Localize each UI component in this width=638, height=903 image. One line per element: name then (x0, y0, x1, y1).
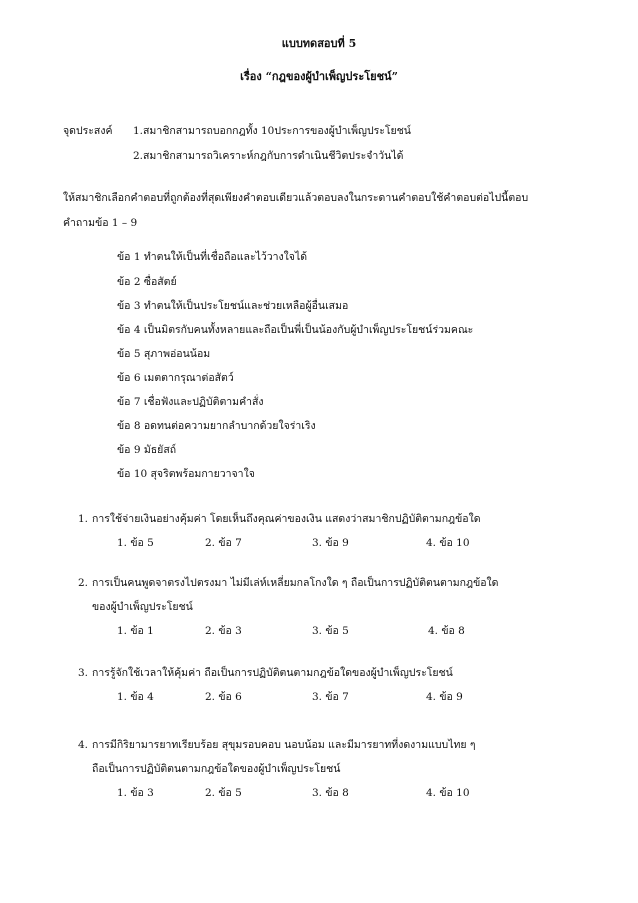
rule-item: ข้อ 10 สุจริตพร้อมกายวาจาใจ (117, 468, 255, 480)
question-text: การรู้จักใช้เวลาให้คุ้มค่า ถือเป็นการปฏิบัติตนตามกฎข้อใดของผู้บำเพ็ญประโยชน์ (92, 667, 453, 679)
choice-1: 1. ข้อ 1 (117, 625, 154, 637)
question-text: การเป็นคนพูดจาตรงไปตรงมา ไม่มีเล่ห์เหลี่ยมกลโกงใด ๆ ถือเป็นการปฏิบัติตนตามกฎข้อใด (92, 577, 499, 589)
question-text: การมีกิริยามารยาทเรียบร้อย สุขุมรอบคอบ นอบน้อม และมีมารยาทที่งดงามแบบไทย ๆ (92, 739, 476, 751)
rule-item: ข้อ 6 เมตตากรุณาต่อสัตว์ (117, 372, 234, 384)
choice-2: 2. ข้อ 3 (205, 625, 242, 637)
choice-4: 4. ข้อ 9 (426, 691, 463, 703)
objectives-label: จุดประสงค์ (63, 125, 113, 137)
question-number: 3. (78, 667, 89, 679)
instructions-line-2: คำถามข้อ 1 – 9 (63, 217, 138, 229)
rule-item: ข้อ 1 ทำตนให้เป็นที่เชื่อถือและไว้วางใจได้ (117, 251, 308, 263)
choice-2: 2. ข้อ 7 (205, 537, 242, 549)
page-title: แบบทดสอบที่ 5 (281, 37, 357, 50)
rule-item: ข้อ 3 ทำตนให้เป็นประโยชน์และช่วยเหลือผู้อื่นเสมอ (117, 300, 349, 312)
rule-item: ข้อ 5 สุภาพอ่อนน้อม (117, 348, 211, 360)
choice-4: 4. ข้อ 10 (426, 787, 470, 799)
rule-item: ข้อ 7 เชื่อฟังและปฏิบัติตามคำสั่ง (117, 396, 264, 408)
question-text: การใช้จ่ายเงินอย่างคุ้มค่า โดยเห็นถึงคุณค่าของเงิน แสดงว่าสมาชิกปฏิบัติตามกฎข้อใด (92, 513, 481, 525)
question-text-continued: ของผู้บำเพ็ญประโยชน์ (92, 601, 193, 613)
choice-3: 3. ข้อ 9 (312, 537, 349, 549)
question-text-continued: ถือเป็นการปฏิบัติตนตามกฎข้อใดของผู้บำเพ็ญประโยชน์ (92, 763, 341, 775)
rule-item: ข้อ 8 อดทนต่อความยากลำบากด้วยใจร่าเริง (117, 420, 316, 432)
choice-4: 4. ข้อ 8 (428, 625, 465, 637)
choice-2: 2. ข้อ 6 (205, 691, 242, 703)
choice-1: 1. ข้อ 4 (117, 691, 154, 703)
rule-item: ข้อ 4 เป็นมิตรกับคนทั้งหลายและถือเป็นพี่เป็นน้องกับผู้บำเพ็ญประโยชน์ร่วมคณะ (117, 324, 474, 336)
choice-3: 3. ข้อ 7 (312, 691, 349, 703)
choice-4: 4. ข้อ 10 (426, 537, 470, 549)
objective-line-1: 1.สมาชิกสามารถบอกกฎทั้ง 10ประการของผู้บำเพ็ญประโยชน์ (133, 125, 411, 137)
question-number: 4. (78, 739, 89, 751)
page-subtitle: เรื่อง “กฎของผู้บำเพ็ญประโยชน์” (240, 70, 398, 83)
question-number: 1. (78, 513, 89, 525)
objective-line-2: 2.สมาชิกสามารถวิเคราะห์กฎกับการดำเนินชีวิตประจำวันได้ (133, 150, 404, 162)
choice-1: 1. ข้อ 5 (117, 537, 154, 549)
rule-item: ข้อ 2 ซื่อสัตย์ (117, 276, 177, 288)
question-number: 2. (78, 577, 89, 589)
instructions-line-1: ให้สมาชิกเลือกคำตอบที่ถูกต้องที่สุดเพียงคำตอบเดียวแล้วตอบลงในกระดานคำตอบใช้คำตอบต่อไปนี้ตอบ (63, 192, 529, 204)
choice-3: 3. ข้อ 8 (312, 787, 349, 799)
choice-1: 1. ข้อ 3 (117, 787, 154, 799)
choice-3: 3. ข้อ 5 (312, 625, 349, 637)
choice-2: 2. ข้อ 5 (205, 787, 242, 799)
rule-item: ข้อ 9 มัธยัสถ์ (117, 444, 177, 456)
